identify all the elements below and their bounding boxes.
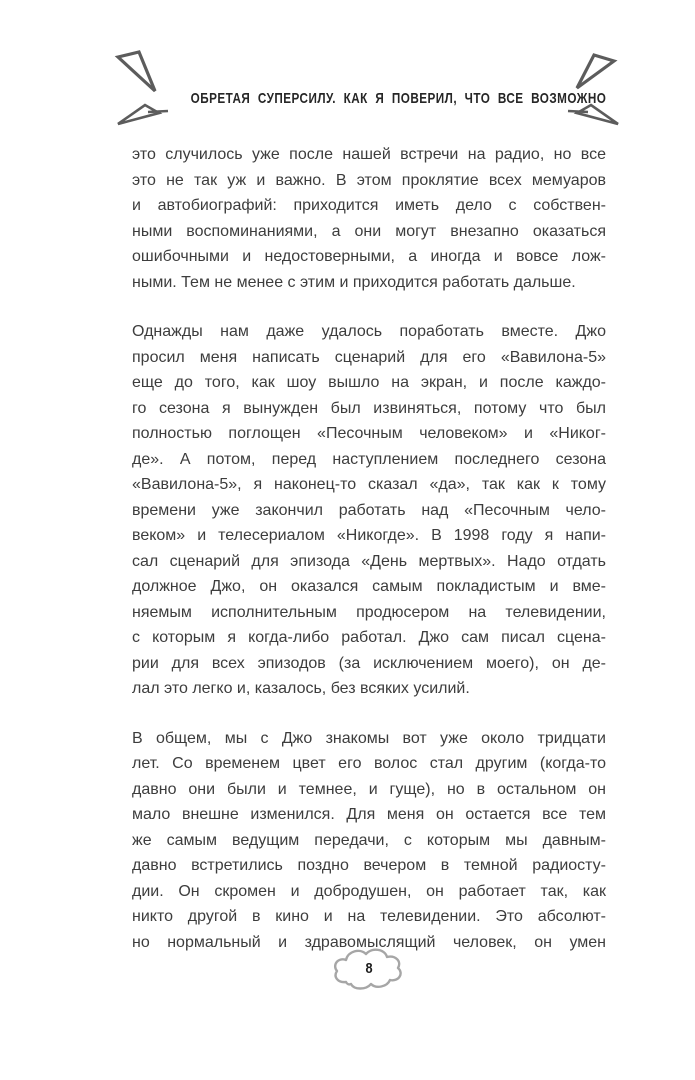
text-line: времени уже закончил работать над «Песочным чело- bbox=[132, 501, 606, 519]
text-line: «Вавилона-5», я наконец-то сказал «да», так как к тому bbox=[132, 476, 606, 493]
text-line: с которым я когда-либо работал. Джо сам писал сцена- bbox=[132, 629, 606, 646]
text-line: ными. Тем не менее с этим и приходится работать дальше. bbox=[132, 273, 576, 291]
text-line: но нормальный и здравомыслящий человек, он умен bbox=[132, 933, 606, 951]
text-line: В общем, мы с Джо знакомы вот уже около тридцати bbox=[132, 729, 606, 747]
body-text bbox=[132, 142, 606, 955]
text-line: Однажды нам даже удалось поработать вместе. Джо bbox=[132, 323, 606, 340]
text-line: сал сценарий для эпизода «День мертвых». Надо отдать bbox=[132, 552, 606, 570]
text-line: дии. Он скромен и добродушен, он работает так, как bbox=[132, 882, 606, 900]
text-line: ными воспоминаниями, а они могут внезапно оказаться bbox=[132, 222, 606, 240]
page-number: 8 bbox=[365, 960, 373, 977]
page-footer bbox=[132, 944, 606, 1004]
sketch-triangle-right-top-icon bbox=[572, 50, 620, 92]
text-line: ошибочными и недостоверными, а иногда и вовсе лож- bbox=[132, 248, 606, 265]
text-line: же самым ведущим передачи, с которым мы давным- bbox=[132, 831, 606, 849]
text-line: это не так уж и важно. В этом проклятие всех мемуаров bbox=[132, 171, 606, 189]
text-line: это случилось уже после нашей встречи на радио, но все bbox=[132, 146, 606, 163]
sketch-triangle-left-top-icon bbox=[110, 48, 160, 96]
text-line: няемым исполнительным продюсером на телевидении, bbox=[132, 603, 606, 621]
text-line: должное Джо, он оказался самым покладистым и вме- bbox=[132, 578, 606, 595]
paragraph bbox=[132, 726, 606, 956]
text-line: лал это легко и, казалось, без всяких усилий. bbox=[132, 680, 470, 697]
text-line: де». А потом, перед наступлением последнего сезона bbox=[132, 450, 606, 468]
text-line: го сезона я вынужден был извиняться, потому что был bbox=[132, 399, 606, 417]
running-header: ОБРЕТАЯ СУПЕРСИЛУ. КАК Я ПОВЕРИЛ, ЧТО ВСЕ ВОЗМОЖНО bbox=[190, 90, 607, 107]
running-header-wrap bbox=[132, 90, 606, 108]
paragraph bbox=[132, 142, 606, 295]
text-line: рии для всех эпизодов (за исключением моего), он де- bbox=[132, 654, 606, 672]
paragraph bbox=[132, 319, 606, 702]
text-line: никто другой в кино и на телевидении. Это абсолют- bbox=[132, 908, 606, 925]
text-line: веком» и телесериалом «Никогде». В 1998 году я напи- bbox=[132, 527, 606, 544]
text-line: и автобиографий: приходится иметь дело с собствен- bbox=[132, 197, 606, 214]
text-line: полностью поглощен «Песочным человеком» и «Никог- bbox=[132, 425, 606, 442]
cloud-page-number bbox=[330, 944, 408, 994]
text-line: мало внешне изменился. Для меня он остается все тем bbox=[132, 806, 606, 823]
text-line: лет. Со временем цвет его волос стал другим (когда-то bbox=[132, 755, 606, 772]
text-line: давно встретились поздно вечером в темной радиосту- bbox=[132, 857, 606, 874]
text-line: давно они были и темнее, и гуще), но в остальном он bbox=[132, 780, 606, 798]
text-line: просил меня написать сценарий для его «Вавилона-5» bbox=[132, 348, 606, 366]
text-line: еще до того, как шоу вышло на экран, и после каждо- bbox=[132, 374, 606, 391]
